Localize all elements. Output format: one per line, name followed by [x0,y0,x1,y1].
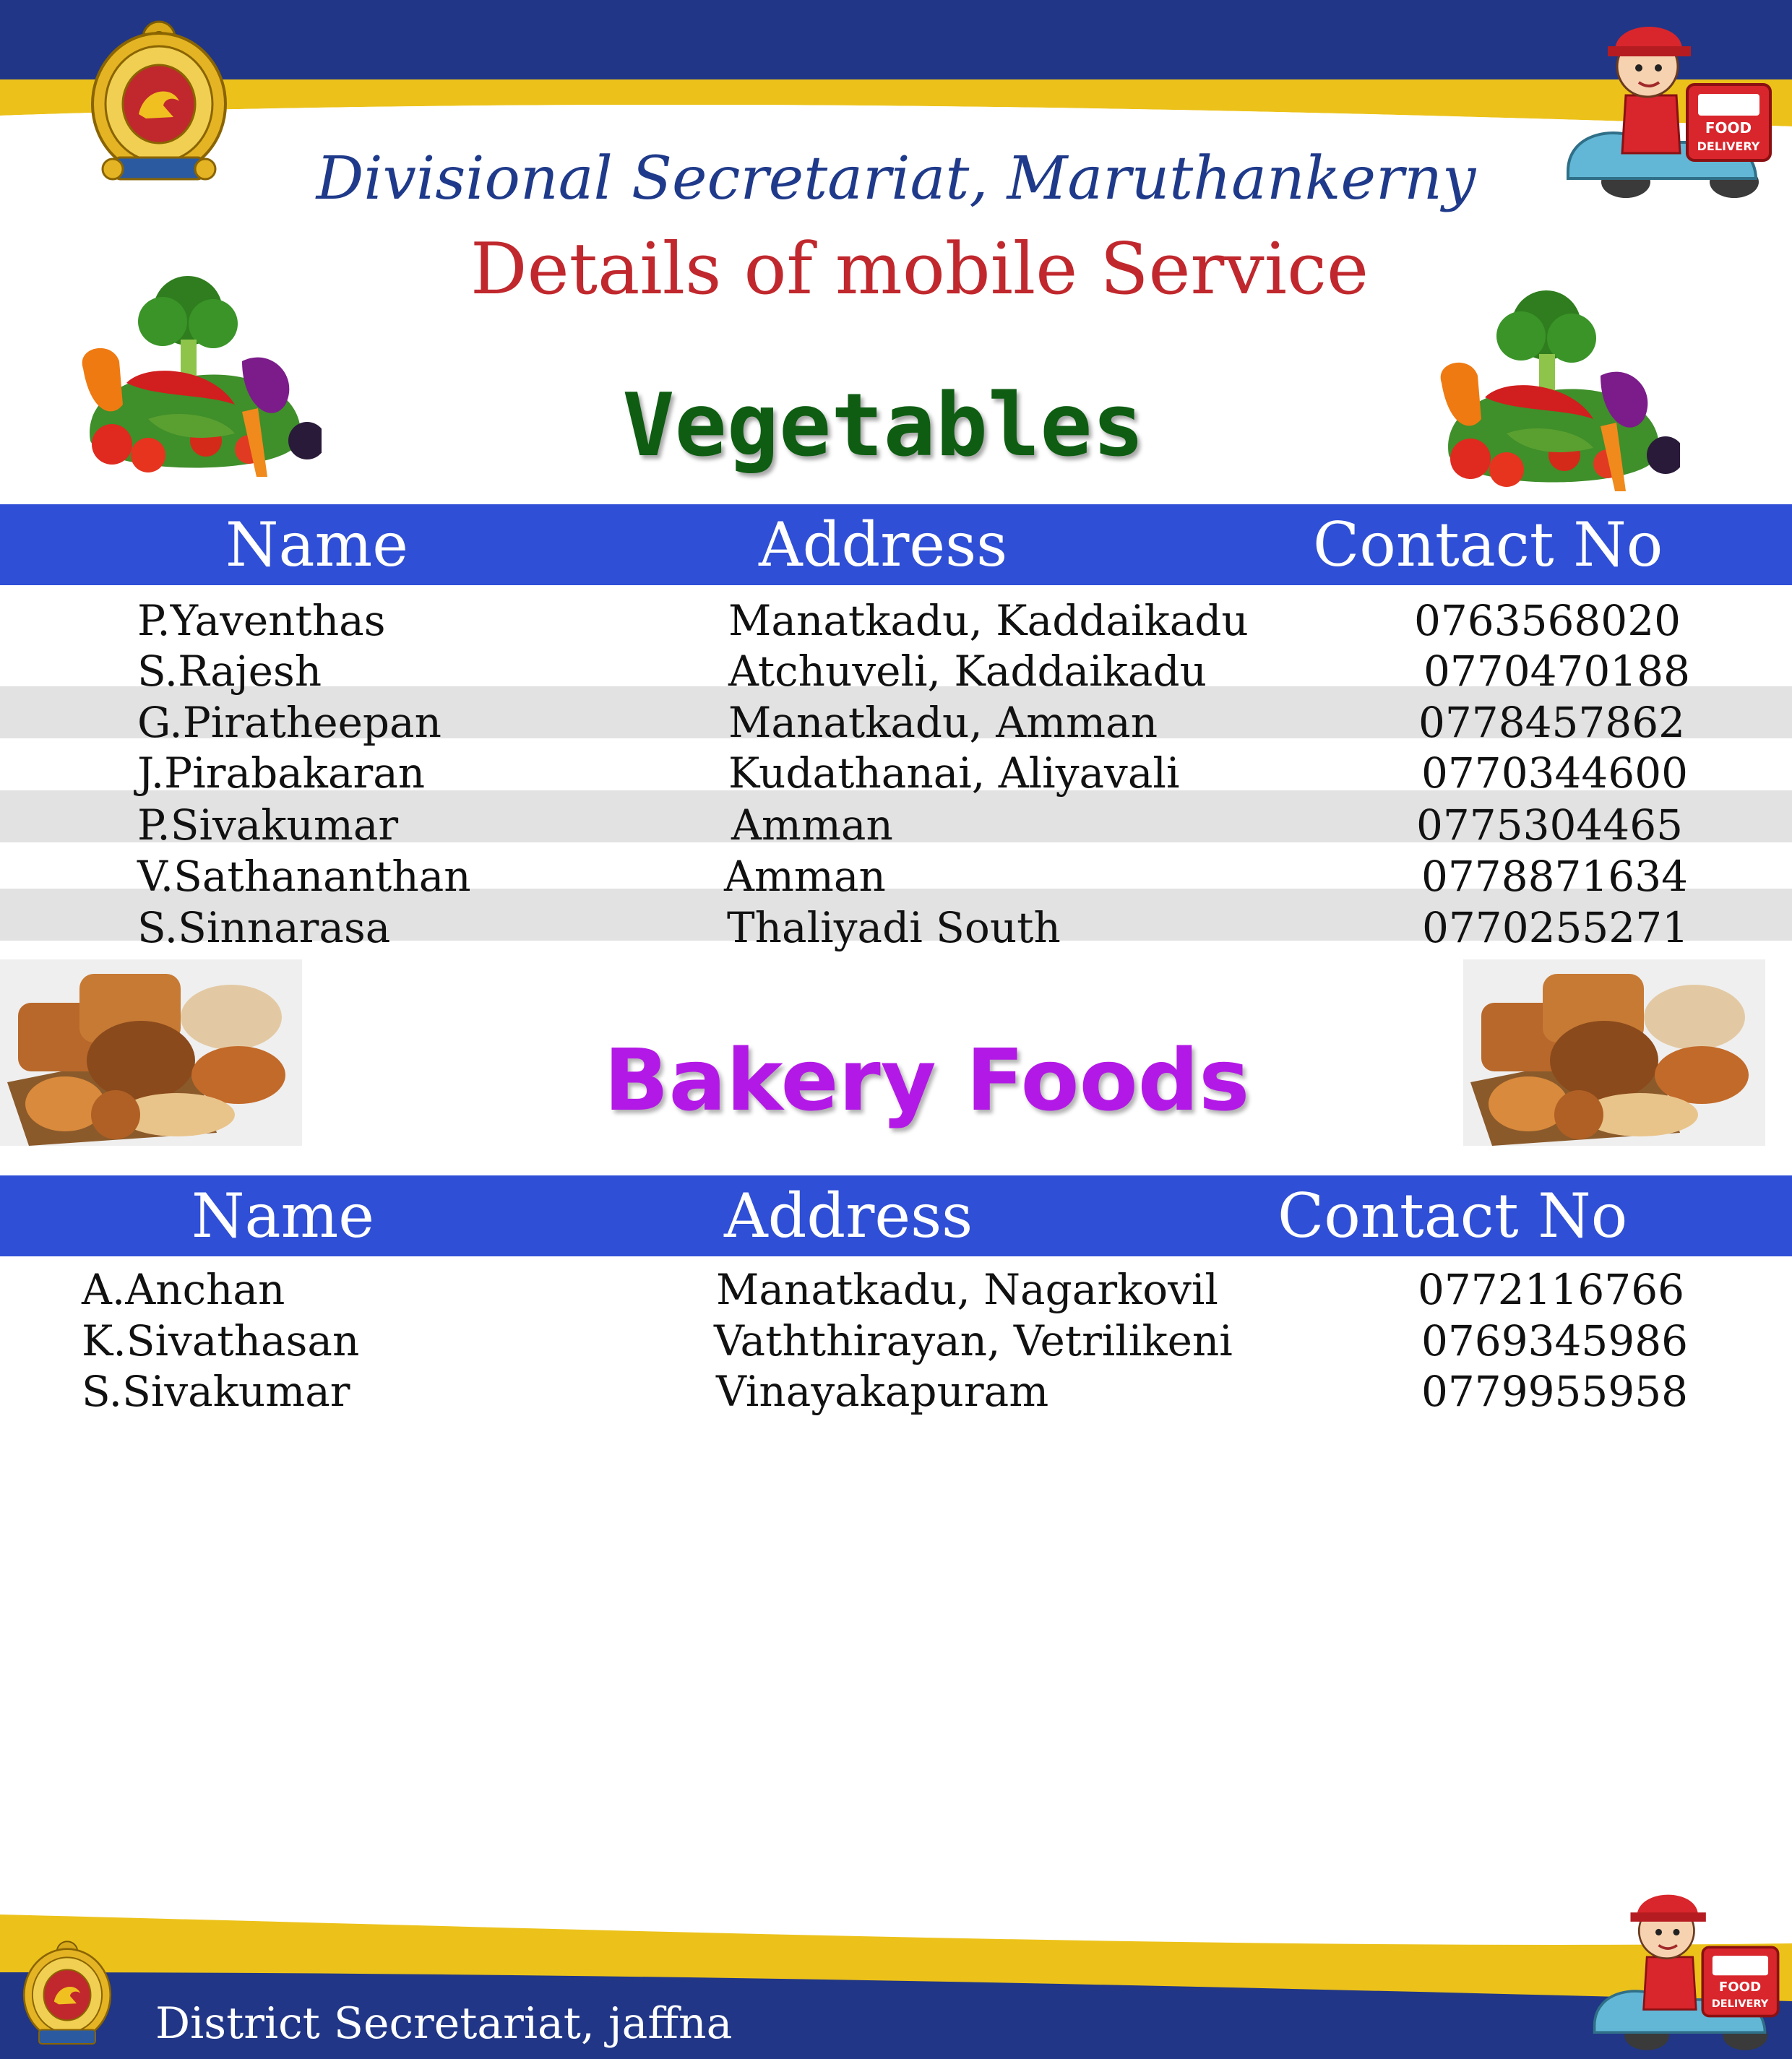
vendor-contact: 0778457862 [1418,698,1686,747]
vendor-address: Manatkadu, Kaddaikadu [728,596,1249,645]
vendor-name: V.Sathananthan [137,852,471,901]
column-header-address: Address [724,1180,973,1251]
page-subtitle: Details of mobile Service [470,228,1369,311]
column-header-name: Name [225,509,408,580]
column-header-contact: Contact No [1313,509,1663,580]
office-title: Divisional Secretariat, Maruthankerny [316,144,1476,213]
vendor-address: Manatkadu, Amman [728,698,1158,747]
vendor-address: Amman [724,852,886,901]
vendor-address: Vaththirayan, Vetrilikeni [714,1316,1233,1365]
delivery-badge-text-2: DELIVERY [1697,139,1760,153]
vendor-name: S.Sinnarasa [137,903,391,952]
vendor-name: A.Anchan [82,1265,285,1314]
bakery-table-header [0,1175,1792,1256]
vendor-address: Amman [731,800,893,850]
vegetables-table-header [0,504,1792,585]
vendor-contact: 0763568020 [1414,596,1681,645]
vendor-contact: 0775304465 [1416,800,1684,850]
delivery-badge-text-2: DELIVERY [1711,1998,1769,2010]
vendor-address: Thaliyadi South [727,903,1061,952]
vendor-name: S.Rajesh [137,647,322,696]
vendor-name: P.Sivakumar [137,800,399,850]
vendor-name: G.Piratheepan [137,698,441,747]
vendor-name: S.Sivakumar [82,1367,350,1416]
vendor-contact: 0770255271 [1422,903,1689,952]
vendor-contact: 0772116766 [1418,1265,1685,1314]
footer-text: District Secretariat, jaffna [155,1998,733,2049]
vendor-contact: 0770344600 [1421,748,1689,798]
vendor-address: Vinayakapuram [716,1367,1049,1416]
delivery-badge-text-1: FOOD [1705,119,1752,137]
column-header-contact: Contact No [1278,1180,1628,1251]
header-bands [0,0,1792,166]
column-header-name: Name [191,1180,374,1251]
footer-emblem-logo [20,1936,114,2048]
footer-delivery-illustration [1568,1878,1785,2055]
vegetables-heading: Vegetables [622,376,1145,476]
vendor-contact: 0778871634 [1421,852,1689,901]
vendor-address: Atchuveli, Kaddaikadu [728,647,1207,696]
vendor-contact: 0770470188 [1423,647,1691,696]
column-header-address: Address [759,509,1008,580]
vendor-name: P.Yaventhas [137,596,386,645]
delivery-badge-text-1: FOOD [1718,1980,1762,1995]
bakery-heading: Bakery Foods [603,1030,1250,1130]
vendor-name: K.Sivathasan [82,1316,360,1365]
vendor-address: Manatkadu, Nagarkovil [716,1265,1218,1314]
vendor-address: Kudathanai, Aliyavali [728,748,1180,798]
vendor-contact: 0779955958 [1421,1367,1689,1416]
vendor-name: J.Pirabakaran [137,748,426,798]
vendor-contact: 0769345986 [1421,1316,1689,1365]
